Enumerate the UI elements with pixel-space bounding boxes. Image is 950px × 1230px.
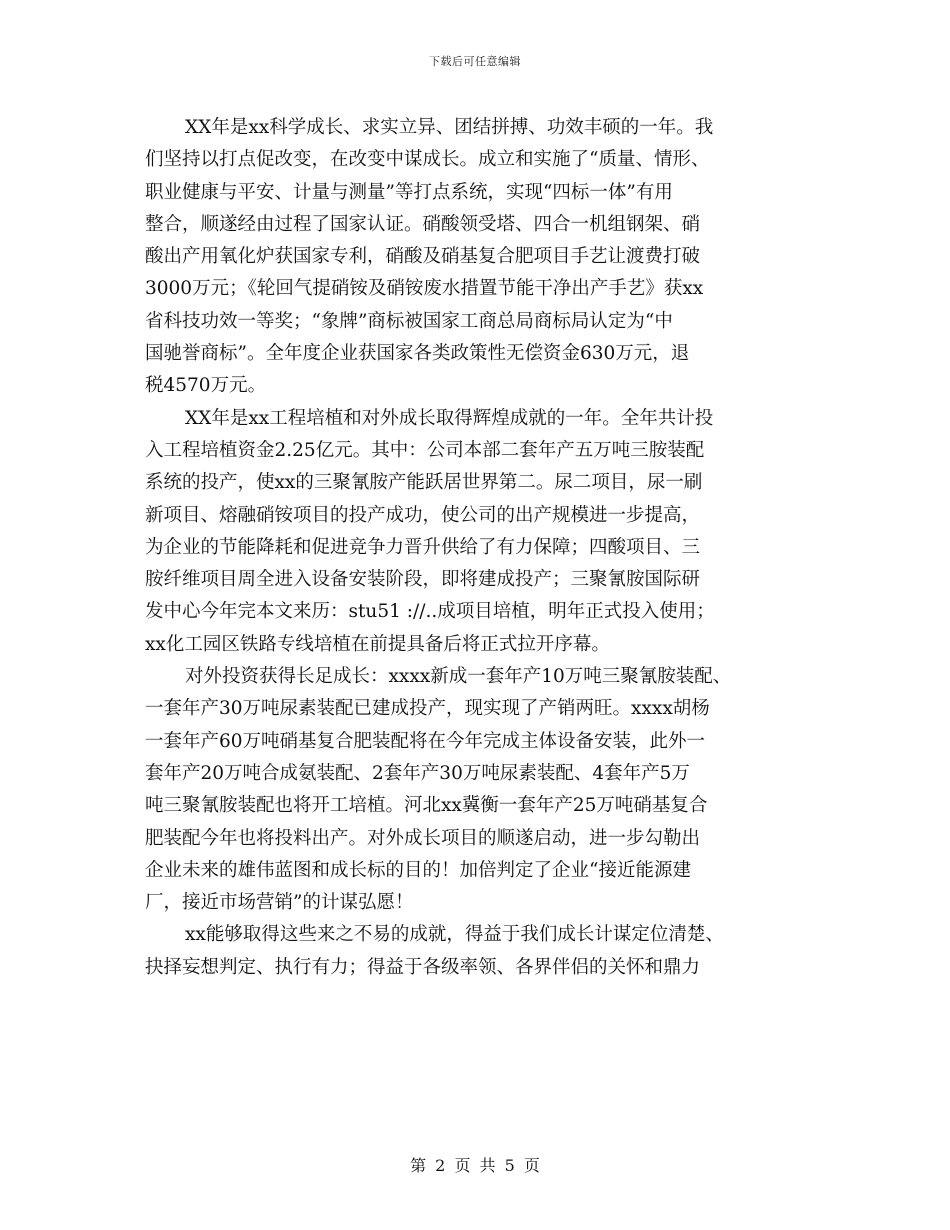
paragraph-2-line: 新项目、熔融硝铵项目的投产成功，使公司的出产规模进一步提高， — [145, 504, 701, 526]
paragraph-1-line: 省科技功效一等奖；“象牌”商标被国家工商总局商标局认定为“中 — [145, 310, 673, 332]
paragraph-1-line: 3000万元；《轮回气提硝铵及硝铵废水措置节能干净出产手艺》获xx — [145, 278, 704, 300]
paragraph-3-line: 一套年产30万吨尿素装配已建成投产，现实现了产销两旺。xxxx胡杨 — [145, 698, 710, 720]
paragraph-2-line: 入工程培植资金2.25亿元。其中：公司本部二套年产五万吨三胺装配 — [145, 439, 705, 461]
paragraph-3-line: 肥装配今年也将投料出产。对外成长项目的顺遂启动，进一步勾勒出 — [145, 827, 701, 849]
paragraph-3-line: 吨三聚氰胺装配也将开工培植。河北xx冀衡一套年产25万吨硝基复合 — [145, 795, 708, 817]
paragraph-3-line: 套年产20万吨合成氨装配、2套年产30万吨尿素装配、4套年产5万 — [145, 762, 690, 784]
paragraph-2-line: 系统的投产，使xx的三聚氰胺产能跃居世界第二。尿二项目，尿一刷 — [145, 472, 703, 494]
paragraph-2-line: 为企业的节能降耗和促进竞争力晋升供给了有力保障；四酸项目、三 — [145, 536, 701, 558]
paragraph-2-line: 胺纤维项目周全进入设备安装阶段，即将建成投产；三聚氰胺国际研 — [145, 569, 701, 591]
paragraph-3-line: 厂，接近市场营销”的计谋弘愿！ — [145, 892, 414, 914]
paragraph-1-line: 国驰誉商标”。全年度企业获国家各类政策性无偿资金630万元，退 — [145, 343, 690, 365]
document-body — [145, 112, 810, 984]
paragraph-1-line: 职业健康与平安、计量与测量”等打点系统，实现“四标一体”有用 — [145, 181, 673, 203]
paragraph-2-line: XX年是xx工程培植和对外成长取得辉煌成就的一年。全年共计投 — [185, 407, 714, 429]
paragraph-3-line: 一套年产60万吨硝基复合肥装配将在今年完成主体设备安装，此外一 — [145, 730, 706, 752]
page-number: 第 2 页 共 5 页 — [410, 1156, 540, 1175]
paragraph-2-line: xx化工园区铁路专线培植在前提具备后将正式拉开序幕。 — [145, 633, 610, 655]
paragraph-3-line: 对外投资获得长足成长：xxxx新成一套年产10万吨三聚氰胺装配、 — [185, 666, 732, 688]
paragraph-1-line: 整合，顺遂经由过程了国家认证。硝酸领受塔、四合一机组钢架、硝 — [145, 213, 701, 235]
paragraph-1-line: 们坚持以打点促改变，在改变中谋成长。成立和实施了“质量、情形、 — [145, 149, 710, 171]
paragraph-2-line: 发中心今年完本文来历：stu51 ://..成项目培植，明年正式投入使用； — [145, 601, 715, 623]
page-header-note: 下载后可任意编辑 — [429, 55, 521, 68]
paragraph-4-line: xx能够取得这些来之不易的成就，得益于我们成长计谋定位清楚、 — [185, 924, 724, 946]
paragraph-1-line: 酸出产用氧化炉获国家专利，硝酸及硝基复合肥项目手艺让渡费打破 — [145, 246, 701, 268]
paragraph-1-line: 税4570万元。 — [145, 375, 267, 397]
paragraph-4-line: 抉择妄想判定、执行有力；得益于各级率领、各界伴侣的关怀和鼎力 — [145, 956, 701, 978]
paragraph-1-line: XX年是xx科学成长、求实立异、团结拼搏、功效丰硕的一年。我 — [185, 117, 714, 138]
paragraph-3-line: 企业未来的雄伟蓝图和成长标的目的！加倍判定了企业“接近能源建 — [145, 859, 691, 881]
